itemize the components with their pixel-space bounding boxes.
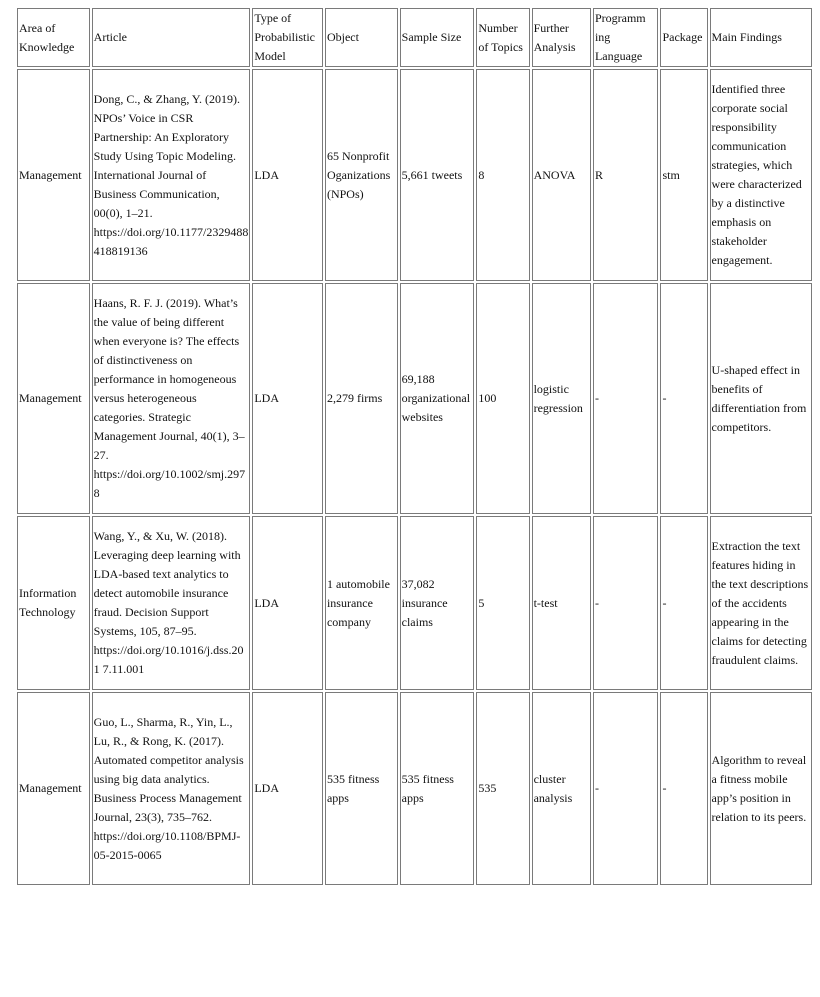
header-type: Type of Probabilistic Model [252,8,323,67]
cell-topics: 100 [476,283,529,514]
header-object: Object [325,8,398,67]
cell-language: - [593,516,659,690]
cell-object: 65 Nonprofit Oganizations (NPOs) [325,69,398,281]
cell-further-analysis: t-test [532,516,591,690]
cell-findings: Extraction the text features hiding in the text descriptions of the accidents appearing in the claims for detecting fraudulent claims. [710,516,812,690]
header-findings: Main Findings [710,8,812,67]
cell-sample-size: 535 fitness apps [400,692,475,885]
header-package: Package [660,8,707,67]
cell-topics: 535 [476,692,529,885]
cell-language: R [593,69,659,281]
cell-sample-size: 69,188 organizational websites [400,283,475,514]
cell-findings: Algorithm to reveal a fitness mobile app’s position in relation to its peers. [710,692,812,885]
cell-findings: U-shaped effect in benefits of differentiation from competitors. [710,283,812,514]
header-language: Programm ing Language [593,8,659,67]
cell-sample-size: 5,661 tweets [400,69,475,281]
cell-further-analysis: logistic regression [532,283,591,514]
header-further-analysis: Further Analysis [532,8,591,67]
cell-topics: 8 [476,69,529,281]
cell-area: Management [17,283,90,514]
cell-language: - [593,692,659,885]
table-row [17,692,812,885]
cell-findings: Identified three corporate social responsibility communication strategies, which were characterized by a distinctive emphasis on stakeholder engagement. [710,69,812,281]
cell-topics: 5 [476,516,529,690]
cell-area: Management [17,692,90,885]
cell-package: - [660,283,707,514]
cell-object: 1 automobile insurance company [325,516,398,690]
literature-table [15,6,814,887]
cell-package: - [660,516,707,690]
cell-type: LDA [252,692,323,885]
cell-article: Guo, L., Sharma, R., Yin, L., Lu, R., & Rong, K. (2017). Automated competitor analysis using big data analytics. Business Process Management Journal, 23(3), 735–762. https://doi.org/10.1108/BPMJ- 05-2015-0065 [92,692,251,885]
table-row [17,283,812,514]
header-topics: Number of Topics [476,8,529,67]
cell-article: Dong, C., & Zhang, Y. (2019). NPOs’ Voice in CSR Partnership: An Exploratory Study Using Topic Modeling. International Journal of Business Communication, 00(0), 1–21. https://doi.org/10.1177/2329488 418819136 [92,69,251,281]
cell-area: Information Technology [17,516,90,690]
cell-package: stm [660,69,707,281]
cell-type: LDA [252,283,323,514]
header-row [17,8,812,67]
header-sample-size: Sample Size [400,8,475,67]
table-row [17,69,812,281]
cell-area: Management [17,69,90,281]
cell-further-analysis: cluster analysis [532,692,591,885]
cell-sample-size: 37,082 insurance claims [400,516,475,690]
header-article: Article [92,8,251,67]
cell-language: - [593,283,659,514]
cell-further-analysis: ANOVA [532,69,591,281]
cell-package: - [660,692,707,885]
cell-article: Haans, R. F. J. (2019). What’s the value of being different when everyone is? The effects of distinctiveness on performance in homogeneous versus heterogeneous categories. Strategic Management Journal, 40(1), 3–27. https://doi.org/10.1002/smj.2978 [92,283,251,514]
cell-type: LDA [252,516,323,690]
table-row [17,516,812,690]
cell-article: Wang, Y., & Xu, W. (2018). Leveraging deep learning with LDA-based text analytics to detect automobile insurance fraud. Decision Support Systems, 105, 87–95. https://doi.org/10.1016/j.dss.201 7.11.001 [92,516,251,690]
cell-object: 2,279 firms [325,283,398,514]
cell-object: 535 fitness apps [325,692,398,885]
header-area: Area of Knowledge [17,8,90,67]
cell-type: LDA [252,69,323,281]
